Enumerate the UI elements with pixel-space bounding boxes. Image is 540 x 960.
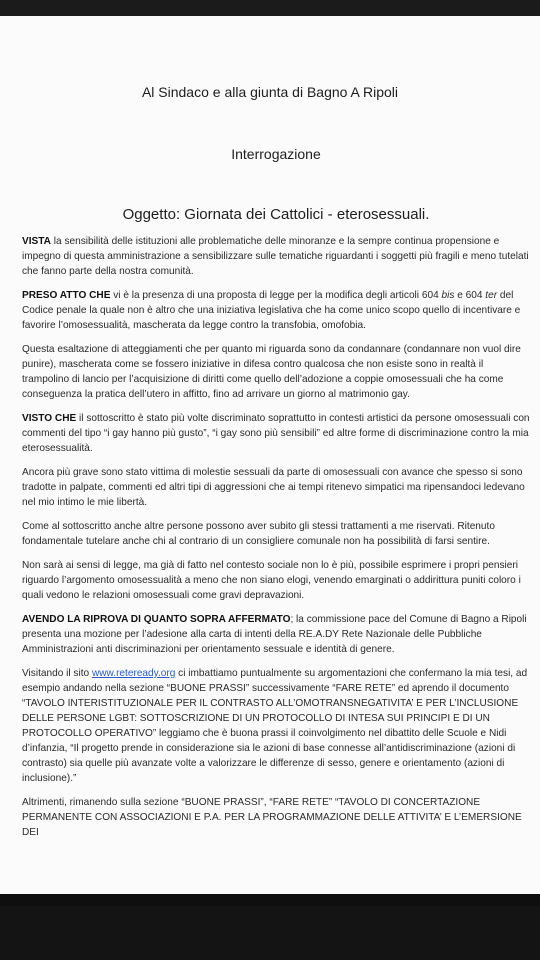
paragraph-text: e 604 [454, 290, 486, 301]
paragraph-visto-che [22, 411, 532, 456]
italic-term: ter [485, 290, 498, 301]
website-link[interactable]: www.reteready.org [91, 668, 176, 679]
paragraph-lead: VISTA [22, 236, 51, 247]
paragraph-legge: Non sarà ai sensi di legge, ma già di fatto nel contesto sociale non lo è più, possibile esprimere i propri pensieri riguardo l’argomento omosessualità a meno che non siano elogi, venendo emarginati o addirittura puniti coloro i quali vedono le relazioni omosessuali come gravi depravazioni. [22, 560, 521, 601]
paragraph-text: del Codice penale la quale non è altro che una iniziativa legislativa che ha come unico scopo quello di incentivare e favorire l’omosessualità, mascherata da legge contro la transfobia, omofobia. [22, 290, 521, 331]
paragraph-lead: PRESO ATTO CHE [22, 290, 111, 301]
document-type-heading: Interrogazione [231, 146, 321, 162]
paragraph-altrimenti: Altrimenti, rimanendo sulla sezione “BUONE PRASSI”, “FARE RETE” “TAVOLO DI CONCERTAZIONE PERMANENTE CON ASSOCIAZIONI E P.A. PER LA PROGRAMMAZIONE DELLE ATTIVITA’ E L’EMERSIONE DEI [22, 797, 522, 838]
bottom-band [0, 894, 540, 906]
paragraph-text: Visitando il sito [22, 668, 92, 679]
paragraph-text: ci imbattiamo puntualmente su argomentazioni che confermano la mia tesi, ad esempio andando nella sezione “BUONE PRASSI” successivamente “FARE RETE” ed aprendo il documento “TAVOLO INTERISTITUZIONALE PER IL CONTRASTO ALL’OMOTRANSNEGATIVITA’ E PER L’INCLUSIONE DELLE PERSONE LGBT: SOTTOSCRIZIONE DI UN PROTOCOLLO DI INTESA SUI PRINCIPI E DI UN PROTOCOLLO OPERATIVO” leggiamo che è buona prassi il coinvolgimento nel dibattito delle Scuole e Nidi d’infanzia, “Il progetto prende in considerazione sia le azioni di base connesse all’antidiscriminazione (azioni di contrasto) sia quelle più avanzate volte a valorizzare le differenze di sesso, genere e orientamento (azioni di inclusione).” [22, 668, 528, 784]
paragraph-text: ; la commissione pace del Comune di Bagno a Ripoli presenta una mozione per l’adesione alla carta di intenti della RE.A.DY Rete Nazionale delle Pubbliche Amministrazioni anti discriminazioni per orientamento sessuale e identità di genere. [22, 614, 527, 655]
paragraph-preso-atto [22, 288, 532, 333]
paragraph-lead: VISTO CHE [22, 413, 77, 424]
paragraph-lead: AVENDO LA RIPROVA DI QUANTO SOPRA AFFERMATO [22, 614, 291, 625]
paragraph-vista [22, 234, 532, 279]
subject-heading: Oggetto: Giornata dei Cattolici - eterosessuali. [122, 206, 430, 223]
recipient-heading: Al Sindaco e alla giunta di Bagno A Ripoli [141, 84, 399, 100]
italic-term: bis [441, 290, 455, 301]
paragraph-esaltazione: Questa esaltazione di atteggiamenti che per quanto mi riguarda sono da condannare (condannare non vuol dire punire), mascherata come se fossero iniziative in difesa contro qualcosa che non esiste sono in realtà il trampolino di lancio per l’acquisizione di diritti come quello dell’adozione a coppie omosessuali che ha come conseguenza la pratica dell’utero in affitto, fino ad arrivare un giorno al matrimonio gay. [22, 344, 521, 400]
document-page [0, 16, 540, 894]
top-margin [0, 0, 540, 16]
paragraph-text: la sensibilità delle istituzioni alle problematiche delle minoranze e la sempre continua propensione e impegno di questa amministrazione a sensibilizzare sulle tematiche riguardanti i soggetti più fragili e meno tutelati che fanno parte della nostra comunità. [22, 236, 529, 277]
paragraph-riprova [22, 612, 532, 657]
paragraph-text: il sottoscritto è stato più volte discriminato soprattutto in contesti artistici da persone omosessuali con commenti del tipo “i gay hanno più gusto”, “i gay sono più sensibili” ed altre forme di discriminazione contro la mia eterosessualità. [22, 413, 530, 454]
paragraph-molestie: Ancora più grave sono stato vittima di molestie sessuali da parte di omosessuali con avance che spesso si sono tradotte in palpate, commenti ed altri tipi di aggressioni che ai tempi ritenevo simpatici ma ripensandoci ledevano nel mio intimo le mie libertà. [22, 467, 525, 508]
paragraph-sito [22, 666, 532, 786]
document-body [22, 234, 532, 849]
paragraph-altre-persone: Come al sottoscritto anche altre persone possono aver subito gli stessi trattamenti a me riservati. Ritenuto fondamentale tutelare anche chi al contrario di un consigliere comunale non ha possibilità di farsi sentire. [22, 521, 495, 547]
paragraph-text: vi è la presenza di una proposta di legge per la modifica degli articoli 604 [110, 290, 442, 301]
